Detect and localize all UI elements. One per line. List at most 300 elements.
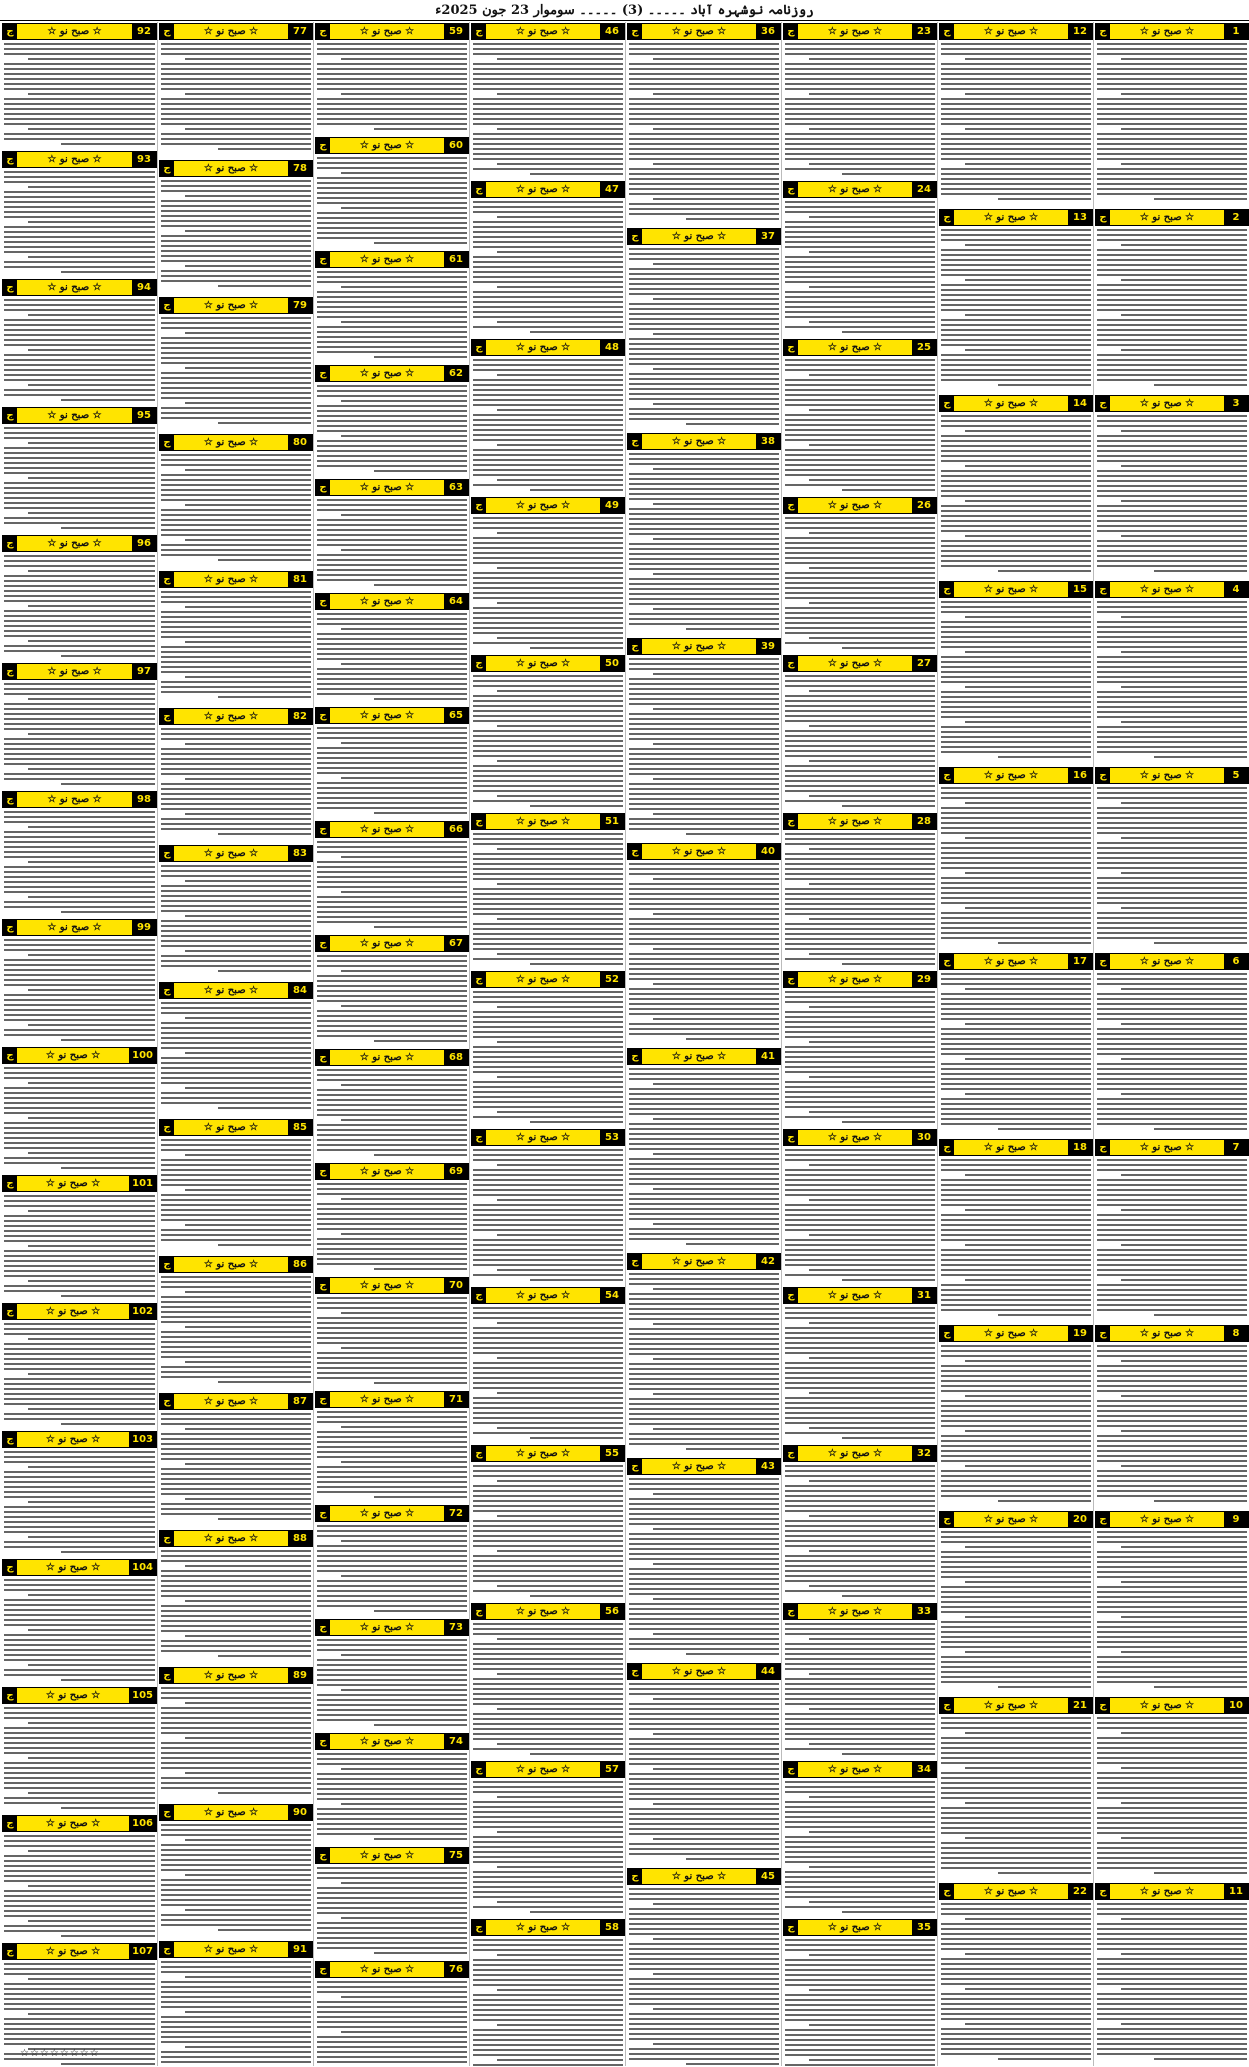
ad-text-line <box>161 1787 311 1789</box>
ad-text-line <box>161 773 311 775</box>
ad-text-line <box>809 1269 935 1271</box>
ad-brand: ☆ صبح نو ☆ <box>45 1562 101 1573</box>
ad-text-line <box>629 208 779 210</box>
ad-text-line <box>941 1792 1091 1794</box>
ad-text-line <box>1121 651 1247 653</box>
ad-text-line <box>785 113 935 115</box>
ad-text-line <box>629 1908 779 1910</box>
ad-text-line <box>629 1758 779 1760</box>
ad-text-line <box>1097 1199 1247 1201</box>
ad-text-line <box>4 171 155 173</box>
ad-text-line <box>1097 1561 1247 1563</box>
ad-text-line <box>629 213 779 215</box>
ad-text-line <box>28 1629 155 1631</box>
ad-text-line <box>1097 792 1247 794</box>
ad-text-line <box>185 743 311 745</box>
ad-text-line <box>1097 1787 1247 1789</box>
ad-text-line <box>941 1083 1091 1085</box>
ad-text-line <box>161 1194 311 1196</box>
ad-text-line <box>1097 983 1247 985</box>
ad-text-line <box>161 1620 311 1622</box>
ad-header <box>315 479 469 496</box>
ad-text-line <box>4 1787 155 1789</box>
ad-mark-icon: ج <box>472 1130 486 1145</box>
ad-text-line <box>161 1508 311 1510</box>
ad-text-line <box>965 872 1091 874</box>
classified-ad <box>1 1047 158 1174</box>
ad-text-line <box>629 1948 779 1950</box>
ad-text-line <box>4 241 155 243</box>
ad-text-line <box>1121 1767 1247 1769</box>
classified-ad <box>626 1868 782 2066</box>
ad-text-line <box>161 1550 311 1552</box>
ad-text-line <box>785 1264 935 1266</box>
ad-text-line <box>4 758 155 760</box>
ad-text-line <box>497 725 623 727</box>
ad-text-line <box>473 1026 623 1028</box>
ad-text-line <box>1097 324 1247 326</box>
ad-text-line <box>785 948 935 950</box>
ad-text-line <box>1097 565 1247 567</box>
ad-mark-icon: ج <box>784 1288 798 1303</box>
ad-text-line <box>785 878 935 880</box>
ad-text-line <box>161 78 311 80</box>
ad-number: 25 <box>912 340 936 355</box>
ad-text-line <box>785 1209 935 1211</box>
ad-text-line <box>785 700 935 702</box>
ad-text-line <box>161 1443 311 1445</box>
ad-text-line <box>629 323 779 325</box>
ad-text-line <box>629 1113 779 1115</box>
ad-text-line <box>941 867 1091 869</box>
ad-text-line <box>941 1239 1091 1241</box>
ad-text-line <box>473 394 623 396</box>
ad-text-line <box>785 123 935 125</box>
ad-text-line <box>1121 1802 1247 1804</box>
ad-text-line <box>317 187 467 189</box>
ad-text-line <box>161 1722 311 1724</box>
ad-text-line <box>941 2008 1091 2010</box>
ad-text-line <box>629 1193 779 1195</box>
ad-number: 67 <box>444 936 468 951</box>
ad-brand: ☆ صبح نو ☆ <box>359 26 415 37</box>
ad-text-line <box>317 752 467 754</box>
ad-header <box>1095 209 1249 226</box>
ad-text-line <box>785 394 935 396</box>
ad-mark-icon: ج <box>316 1506 330 1521</box>
ad-text-line <box>785 1219 935 1221</box>
ad-text-line <box>785 1826 935 1828</box>
ad-text-line <box>1121 349 1247 351</box>
ad-brand: ☆ صبح نو ☆ <box>671 436 727 447</box>
ad-number: 78 <box>288 161 312 176</box>
ad-mark-icon: ج <box>316 1278 330 1293</box>
ad-text-line <box>941 1455 1091 1457</box>
ad-text-line <box>473 1723 623 1725</box>
ad-text-line <box>785 429 935 431</box>
ad-body-text <box>626 1273 782 1455</box>
ad-text-line <box>341 777 467 779</box>
ad-text-line <box>785 118 935 120</box>
ad-text-line <box>809 1515 935 1517</box>
ad-brand: ☆ صبح نو ☆ <box>47 666 102 677</box>
ad-mark-icon: ج <box>940 1884 954 1899</box>
ad-text-line <box>341 742 467 744</box>
ad-mark-icon: ج <box>628 1869 642 1884</box>
ad-text-line <box>809 163 935 165</box>
ad-text-line <box>629 1888 779 1890</box>
ad-text-line <box>4 1014 155 1016</box>
ad-text-line <box>341 1347 467 1349</box>
ad-text-line <box>785 517 935 519</box>
ad-number: 2 <box>1224 210 1248 225</box>
ad-text-line <box>161 1102 311 1104</box>
ad-body-text <box>1 939 158 1046</box>
ad-brand: ☆ صبح نو ☆ <box>671 1461 727 1472</box>
ad-text-line <box>629 1523 779 1525</box>
ad-text-line <box>4 1162 155 1164</box>
ad-text-line <box>473 1688 623 1690</box>
classified-ad <box>1 151 158 278</box>
ad-text-line <box>161 250 311 252</box>
ad-header <box>783 181 937 198</box>
ad-text-line <box>161 1376 311 1378</box>
ad-text-line <box>785 316 935 318</box>
ad-text-line <box>629 318 779 320</box>
ad-brand: ☆ صبح نو ☆ <box>1139 26 1195 37</box>
ad-text-line <box>4 1398 155 1400</box>
ad-text-line <box>629 1483 779 1485</box>
ad-text-line <box>4 964 155 966</box>
classified-ad <box>158 571 314 707</box>
ad-text-line <box>1097 68 1247 70</box>
ad-text-line <box>161 1630 311 1632</box>
ad-text-line <box>317 1897 467 1899</box>
ad-text-line <box>941 1189 1091 1191</box>
ad-text-line <box>941 274 1091 276</box>
ad-text-line <box>473 627 623 629</box>
ad-text-line <box>629 143 779 145</box>
ad-text-line <box>4 1235 155 1237</box>
ad-text-line <box>161 1423 311 1425</box>
ad-text-line <box>317 162 467 164</box>
ad-text-line <box>1121 686 1247 688</box>
ad-text-line <box>161 1276 311 1278</box>
ad-body-text <box>470 359 626 496</box>
ad-text-line <box>4 1107 155 1109</box>
ad-text-line <box>473 1016 623 1018</box>
ad-text-line <box>629 1338 779 1340</box>
ad-text-line <box>785 1555 935 1557</box>
ad-text-line <box>1097 1832 1247 1834</box>
ad-body-text <box>782 359 938 496</box>
ad-text-line <box>1097 1274 1247 1276</box>
ad-text-line <box>473 1475 623 1477</box>
ad-text-line <box>497 795 623 797</box>
ad-number: 7 <box>1224 1140 1248 1155</box>
ad-mark-icon: ج <box>472 1920 486 1935</box>
ad-text-line <box>317 519 467 521</box>
ad-text-line <box>809 1796 935 1798</box>
ad-text-line <box>629 1378 779 1380</box>
ad-text-line <box>4 1240 155 1242</box>
ad-text-line <box>341 321 467 323</box>
ad-text-line <box>497 918 623 920</box>
ad-text-line <box>161 1067 311 1069</box>
ad-header <box>939 1883 1093 1900</box>
ad-number: 98 <box>132 792 156 807</box>
ad-text-line <box>1097 1958 1247 1960</box>
ad-text-line <box>941 626 1091 628</box>
ad-text-line <box>1097 520 1247 522</box>
ad-text-line <box>473 928 623 930</box>
ad-text-line <box>473 1994 623 1996</box>
ad-text-line <box>4 944 155 946</box>
ad-brand: ☆ صبح نو ☆ <box>827 184 883 195</box>
ad-text-line <box>1097 973 1247 975</box>
ad-number: 28 <box>912 814 936 829</box>
ad-text-line <box>161 1575 311 1577</box>
ad-text-line <box>161 342 311 344</box>
ad-text-line <box>473 938 623 940</box>
ad-text-line <box>4 1905 155 1907</box>
ad-text-line <box>4 231 155 233</box>
ad-text-line <box>4 2028 155 2030</box>
ad-text-line <box>965 1837 1091 1839</box>
ad-mark-icon: ج <box>1096 210 1110 225</box>
ad-text-line <box>473 138 623 140</box>
ad-text-line <box>809 1164 935 1166</box>
ad-text-line <box>785 1500 935 1502</box>
ad-number: 49 <box>600 498 624 513</box>
ad-text-line <box>1121 1023 1247 1025</box>
ad-body-text <box>470 201 626 338</box>
ad-text-line <box>161 392 311 394</box>
ad-text-line <box>785 231 935 233</box>
ad-text-line <box>4 1624 155 1626</box>
ad-text-line <box>317 1932 467 1934</box>
ad-text-line <box>185 778 311 780</box>
ad-body-text <box>314 613 470 705</box>
ad-text-line <box>473 1224 623 1226</box>
ad-text-line <box>629 273 779 275</box>
ad-text-line <box>1097 239 1247 241</box>
ad-text-line <box>1097 1998 1247 2000</box>
ad-text-line <box>317 658 467 660</box>
ad-text-line <box>4 1546 155 1548</box>
ad-mark-icon: ج <box>1096 954 1110 969</box>
ad-text-line <box>473 281 623 283</box>
ad-text-line <box>629 753 779 755</box>
ad-text-line <box>1097 902 1247 904</box>
ad-text-line <box>497 216 623 218</box>
ad-mark-icon: ج <box>472 972 486 987</box>
ad-number: 33 <box>912 1604 936 1619</box>
ad-text-line <box>218 696 311 698</box>
classified-ad <box>470 1603 626 1760</box>
ad-text-line <box>941 1123 1091 1125</box>
ad-text-line <box>809 883 935 885</box>
ad-text-line <box>497 1989 623 1991</box>
ad-text-line <box>1097 1164 1247 1166</box>
ad-text-line <box>161 98 311 100</box>
ad-text-line <box>161 1697 311 1699</box>
ad-text-line <box>374 1610 467 1612</box>
ad-text-line <box>4 1285 155 1287</box>
ad-text-line <box>317 2036 467 2038</box>
ad-number: 17 <box>1068 954 1092 969</box>
ad-text-line <box>161 68 311 70</box>
ad-text-line <box>785 1342 935 1344</box>
ad-text-line <box>497 1322 623 1324</box>
ad-text-line <box>4 1589 155 1591</box>
ad-text-line <box>653 1803 779 1805</box>
ad-text-line <box>341 1084 467 1086</box>
ad-text-line <box>785 893 935 895</box>
ad-text-line <box>4 906 155 908</box>
ad-text-line <box>842 647 935 649</box>
ad-text-line <box>4 1511 155 1513</box>
ad-text-line <box>317 1114 467 1116</box>
ad-text-line <box>941 2003 1091 2005</box>
ad-mark-icon: ج <box>1096 1698 1110 1713</box>
ad-mark-icon: ج <box>160 1668 174 1683</box>
ad-text-line <box>629 1363 779 1365</box>
ad-text-line <box>785 73 935 75</box>
ad-text-line <box>4 2018 155 2020</box>
ad-text-line <box>1097 2003 1247 2005</box>
ad-text-line <box>497 567 623 569</box>
classified-ad <box>314 821 470 934</box>
ad-text-line <box>1097 1098 1247 1100</box>
ad-text-line <box>28 1082 155 1084</box>
ad-text-line <box>629 803 779 805</box>
ad-text-line <box>1154 2058 1247 2060</box>
ad-text-line <box>629 1068 779 1070</box>
classified-ad <box>938 581 1094 766</box>
ad-text-line <box>1097 2038 1247 2040</box>
ad-text-line <box>317 1317 467 1319</box>
ad-text-line <box>941 1722 1091 1724</box>
ad-text-line <box>941 108 1091 110</box>
ad-text-line <box>473 1881 623 1883</box>
ad-text-line <box>374 1838 467 1840</box>
ad-text-line <box>785 301 935 303</box>
ad-text-line <box>1097 1551 1247 1553</box>
ad-text-line <box>317 1669 467 1671</box>
ad-text-line <box>4 1157 155 1159</box>
ad-mark-icon: ج <box>3 1560 17 1575</box>
ad-text-line <box>785 1688 935 1690</box>
ad-text-line <box>629 758 779 760</box>
ad-text-line <box>317 727 467 729</box>
ad-text-line <box>809 1831 935 1833</box>
classified-ad <box>1094 1511 1249 1696</box>
ad-text-line <box>317 1035 467 1037</box>
ad-text-line <box>317 1253 467 1255</box>
ad-text-line <box>1097 440 1247 442</box>
ad-text-line <box>473 1698 623 1700</box>
ad-brand: ☆ صبح نو ☆ <box>203 711 259 722</box>
ad-text-line <box>4 457 155 459</box>
ad-mark-icon: ج <box>316 822 330 837</box>
classified-ad <box>314 1049 470 1162</box>
ad-text-line <box>317 980 467 982</box>
ad-text-line <box>1097 671 1247 673</box>
ad-text-line <box>941 510 1091 512</box>
ad-body-text <box>158 1961 314 2066</box>
ad-text-line <box>941 1113 1091 1115</box>
ad-text-line <box>785 384 935 386</box>
ad-text-line <box>317 1446 467 1448</box>
ad-text-line <box>473 1590 623 1592</box>
ad-text-line <box>317 579 467 581</box>
ad-text-line <box>317 757 467 759</box>
ad-text-line <box>473 1575 623 1577</box>
ad-text-line <box>629 1408 779 1410</box>
ad-text-line <box>785 587 935 589</box>
ad-text-line <box>4 53 155 55</box>
classified-ad <box>1 1303 158 1430</box>
ad-text-line <box>629 583 779 585</box>
ad-body-text <box>1094 787 1249 949</box>
ad-mark-icon: ج <box>3 792 17 807</box>
ad-text-line <box>4 580 155 582</box>
ad-text-line <box>1097 1179 1247 1181</box>
ad-brand: ☆ صبح نو ☆ <box>203 1944 259 1955</box>
ad-text-line <box>629 1013 779 1015</box>
ad-text-line <box>686 833 779 835</box>
ad-text-line <box>4 1368 155 1370</box>
ad-text-line <box>1097 1008 1247 1010</box>
ad-text-line <box>1097 711 1247 713</box>
ad-text-line <box>941 68 1091 70</box>
ad-text-line <box>4 63 155 65</box>
ad-text-line <box>4 2008 155 2010</box>
ad-text-line <box>1097 862 1247 864</box>
ad-text-line <box>4 1915 155 1917</box>
ad-text-line <box>473 542 623 544</box>
ad-text-line <box>341 1575 467 1577</box>
ad-text-line <box>4 1998 155 2000</box>
ad-text-line <box>1097 123 1247 125</box>
ad-text-line <box>1097 1923 1247 1925</box>
ad-text-line <box>497 760 623 762</box>
masthead <box>0 0 1249 21</box>
ad-text-line <box>1121 535 1247 537</box>
ad-text-line <box>341 514 467 516</box>
ad-text-line <box>317 118 467 120</box>
ad-text-line <box>161 1961 311 1963</box>
ad-text-line <box>4 703 155 705</box>
ad-text-line <box>686 2063 779 2065</box>
ad-text-line <box>4 994 155 996</box>
ad-text-line <box>317 212 467 214</box>
ad-text-line <box>1097 1681 1247 1683</box>
ad-text-line <box>185 880 311 882</box>
ad-text-line <box>653 1633 779 1635</box>
ad-text-line <box>374 470 467 472</box>
ad-text-line <box>497 1041 623 1043</box>
ad-text-line <box>317 866 467 868</box>
ad-text-line <box>317 1867 467 1869</box>
ad-text-line <box>629 1003 779 1005</box>
ad-text-line <box>1097 193 1247 195</box>
ad-text-line <box>497 374 623 376</box>
ad-text-line <box>941 1757 1091 1759</box>
ad-mark-icon: ج <box>316 936 330 951</box>
ad-text-line <box>4 979 155 981</box>
